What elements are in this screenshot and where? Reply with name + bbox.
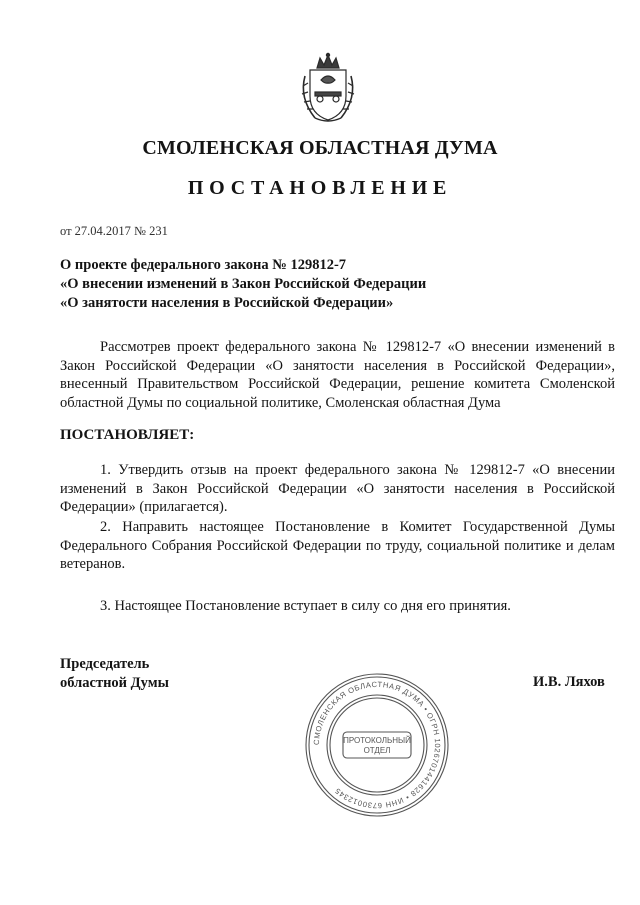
preamble-paragraph: Рассмотрев проект федерального закона № 129812-7 «О внесении изменений в Закон Российской Федерации «О занятости населения в Российской Федерации», внесенный Правительством Российской Федерации, решение комитета Смоленской областной Думы по социальной политике, Смоленская областная Дума [60, 339, 615, 411]
official-seal-stamp [304, 672, 450, 818]
subject-line: «О занятости населения в Российской Федерации» [60, 295, 394, 311]
document-date-number: от 27.04.2017 № 231 [60, 224, 168, 238]
seal-center-text: ПРОТОКОЛЬНЫЙ [343, 736, 411, 745]
signatory-title-line: Председатель [60, 656, 150, 672]
resolution-item: 1. Утвердить отзыв на проект федерального закона № 129812-7 «О внесении изменений в Закон Российской Федерации «О занятости населения в Российской Федерации» (прилагается). [60, 462, 615, 515]
signatory-name: И.В. Ляхов [533, 674, 605, 690]
subject-line: О проекте федерального закона № 129812-7 [60, 257, 347, 273]
organization-title: СМОЛЕНСКАЯ ОБЛАСТНАЯ ДУМА [142, 137, 498, 159]
document-subject [60, 256, 426, 313]
subject-line: «О внесении изменений в Закон Российской Федерации [60, 276, 427, 292]
resolves-heading: ПОСТАНОВЛЯЕТ: [60, 427, 195, 443]
seal-ring-text: СМОЛЕНСКАЯ ОБЛАСТНАЯ ДУМА • ОГРН 1026701441628 • ИНН 6730012345 [311, 679, 443, 811]
document-type: ПОСТАНОВЛЕНИЕ [187, 177, 453, 199]
resolution-item: 3. Настоящее Постановление вступает в силу со дня его принятия. [100, 598, 511, 614]
seal-center-text: ОТДЕЛ [363, 746, 391, 755]
resolution-item: 2. Направить настоящее Постановление в Комитет Государственной Думы Федерального Собрания Российской Федерации по труду, социальной политике и делам ветеранов. [60, 519, 615, 572]
coat-of-arms-icon [293, 52, 363, 126]
signatory-title-line: областной Думы [60, 675, 169, 691]
signatory-title [60, 655, 169, 693]
